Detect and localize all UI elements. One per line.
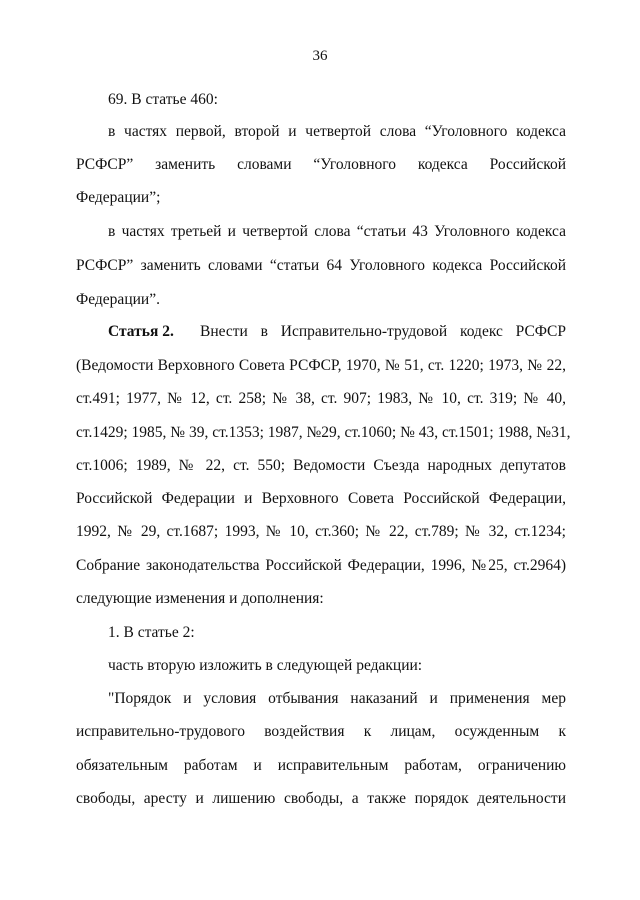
text-line: РСФСР” заменить словами “Уголовного кодекса Российской [76, 156, 566, 173]
page-number: 36 [312, 48, 328, 64]
text-line: исправительно-трудового воздействия к лицам, осужденным к [76, 723, 566, 740]
article-heading: Статья 2. [108, 323, 174, 340]
text-line: Федерации”. [76, 291, 160, 308]
text-line: ст.491; 1977, № 12, ст. 258; № 38, ст. 907; 1983, № 10, ст. 319; № 40, [76, 390, 566, 407]
text-line-item-1: 1. В статье 2: [108, 624, 195, 641]
text-line: "Порядок и условия отбывания наказаний и применения мер [108, 690, 566, 707]
text-line: Собрание законодательства Российской Федерации, 1996, №25, ст.2964) [76, 557, 566, 574]
text-line: следующие изменения и дополнения: [76, 590, 324, 607]
text-line: РСФСР” заменить словами “статьи 64 Уголовного кодекса Российской [76, 257, 566, 274]
text-line: (Ведомости Верховного Совета РСФСР, 1970, № 51, ст. 1220; 1973, № 22, [76, 357, 566, 374]
text-line: в частях третьей и четвертой слова “статьи 43 Уголовного кодекса [108, 223, 566, 240]
text-line: ст.1006; 1989, № 22, ст. 550; Ведомости Съезда народных депутатов [76, 457, 566, 474]
text-line: ст.1429; 1985, № 39, ст.1353; 1987, №29, ст.1060; № 43, ст.1501; 1988, №31, [76, 424, 571, 441]
text-line: Российской Федерации и Верховного Совета Российской Федерации, [76, 490, 566, 507]
text-line: Внести в Исправительно-трудовой кодекс РСФСР [200, 323, 566, 340]
text-line: свободы, аресту и лишению свободы, а также порядок деятельности [76, 790, 566, 807]
text-line: Федерации”; [76, 189, 161, 206]
text-line: обязательным работам и исправительным работам, ограничению [76, 757, 566, 774]
text-line: часть вторую изложить в следующей редакции: [108, 657, 423, 674]
text-line: 1992, № 29, ст.1687; 1993, № 10, ст.360; № 22, ст.789; № 32, ст.1234; [76, 523, 566, 540]
text-line: в частях первой, второй и четвертой слова “Уголовного кодекса [108, 123, 566, 140]
text-line-item-69: 69. В статье 460: [108, 91, 218, 108]
